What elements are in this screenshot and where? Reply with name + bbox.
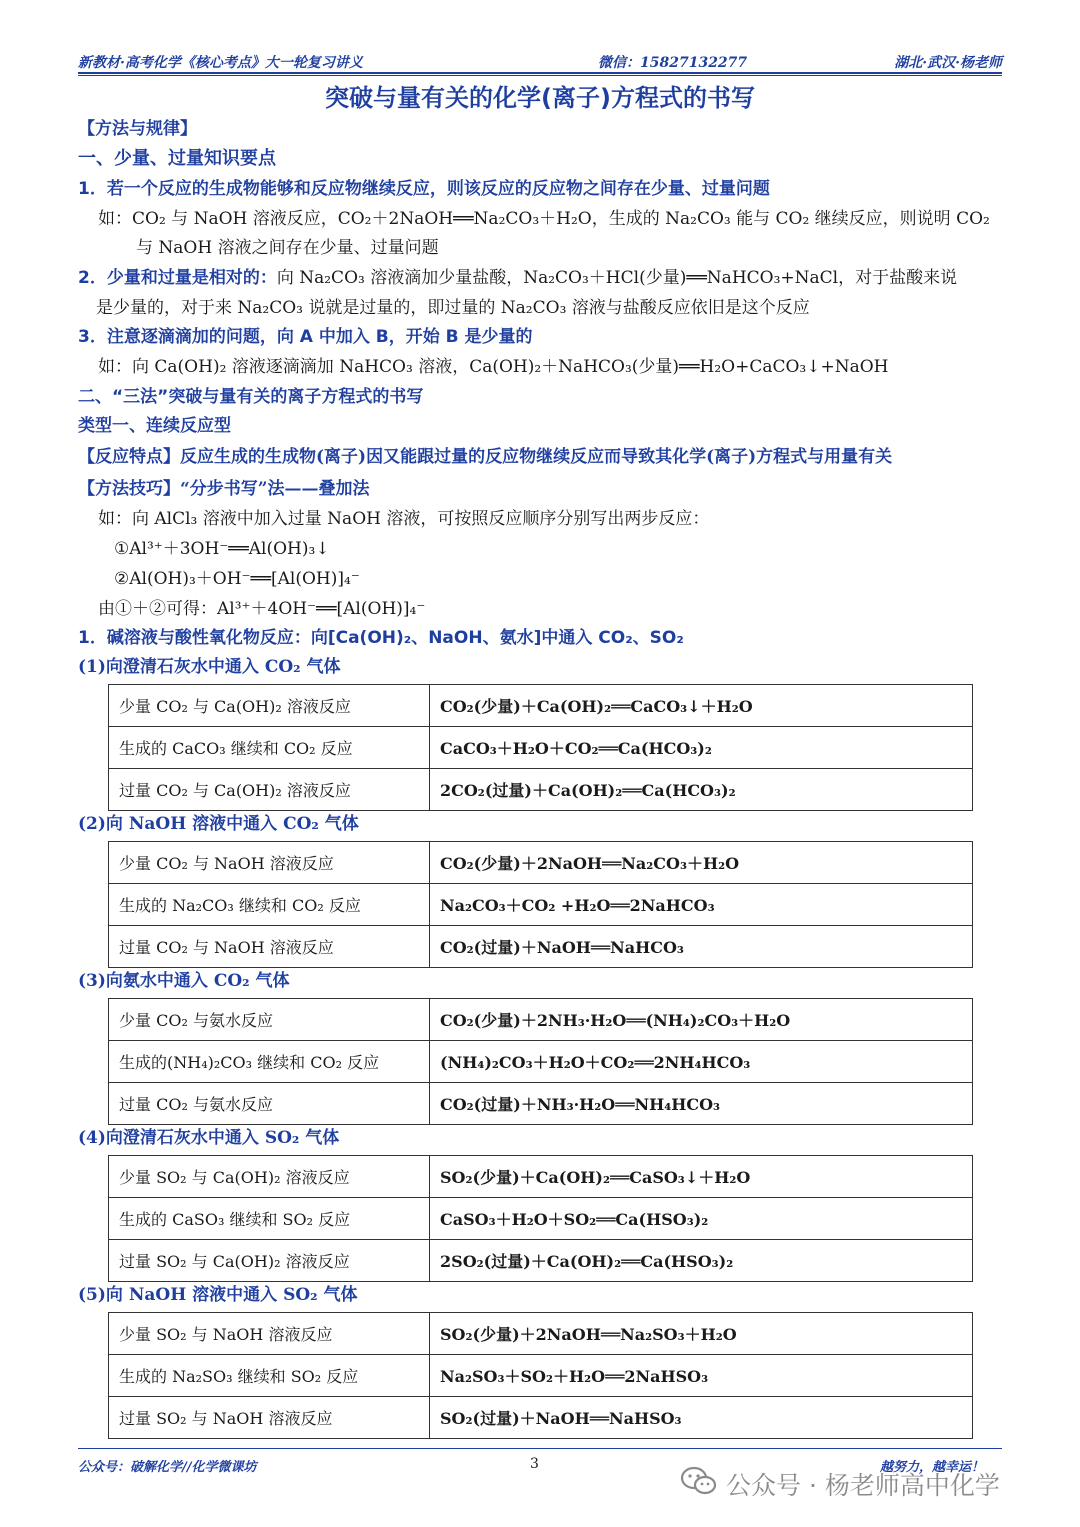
running-header [78, 52, 1002, 72]
reaction-table [108, 998, 973, 1125]
table-cell-condition: 生成的 CaSO₃ 继续和 SO₂ 反应 [109, 1198, 430, 1240]
footer-left: 公众号：破解化学//化学微课坊 [78, 1460, 257, 1475]
table-cell-condition: 少量 SO₂ 与 NaOH 溶液反应 [109, 1313, 430, 1355]
table-cell-condition: 生成的(NH₄)₂CO₃ 继续和 CO₂ 反应 [109, 1041, 430, 1083]
reaction-table [108, 684, 973, 811]
subsection-1-heading: 1．碱溶液与酸性氧化物反应：向[Ca(OH)₂、NaOH、氨水]中通入 CO₂、SO₂ [78, 628, 684, 648]
step-1-equation: ①Al³⁺＋3OH⁻══Al(OH)₃↓ [114, 539, 330, 559]
section-one-heading: 一、少量、过量知识要点 [78, 148, 276, 169]
table-row [109, 1198, 973, 1240]
type-one-heading: 类型一、连续反应型 [78, 416, 231, 436]
table-cell-equation: CO₂(少量)＋Ca(OH)₂══CaCO₃↓＋H₂O [430, 685, 973, 727]
section-two-heading: 二、“三法”突破与量有关的离子方程式的书写 [78, 387, 424, 407]
watermark-text: 公众号 · 杨老师高中化学 [726, 1471, 1000, 1500]
point-2-cont: 是少量的，对于来 Na₂CO₃ 说就是过量的，即过量的 Na₂CO₃ 溶液与盐酸反应依旧是这个反应 [96, 298, 810, 318]
table-cell-condition: 生成的 Na₂SO₃ 继续和 SO₂ 反应 [109, 1355, 430, 1397]
section-heading: (2)向 NaOH 溶液中通入 CO₂ 气体 [78, 814, 359, 834]
table-row [109, 1397, 973, 1439]
table-cell-equation: Na₂CO₃＋CO₂ +H₂O══2NaHCO₃ [430, 884, 973, 926]
table-row [109, 926, 973, 968]
table-cell-condition: 过量 CO₂ 与 Ca(OH)₂ 溶液反应 [109, 769, 430, 811]
watermark [680, 1466, 1000, 1502]
section-heading: (1)向澄清石灰水中通入 CO₂ 气体 [78, 657, 341, 677]
wechat-icon [680, 1466, 726, 1502]
point-2 [78, 267, 957, 289]
table-cell-equation: 2CO₂(过量)＋Ca(OH)₂══Ca(HCO₃)₂ [430, 769, 973, 811]
table-cell-equation: (NH₄)₂CO₃＋H₂O＋CO₂══2NH₄HCO₃ [430, 1041, 973, 1083]
reaction-feature: 【反应特点】反应生成的生成物(离子)因又能跟过量的反应物继续反应而导致其化学(离子)方程式与用量有关 [78, 447, 893, 467]
footer-rule [78, 1448, 1002, 1449]
reaction-table [108, 1312, 973, 1439]
table-cell-equation: CaSO₃＋H₂O＋SO₂══Ca(HSO₃)₂ [430, 1198, 973, 1240]
point-1: 1．若一个反应的生成物能够和反应物继续反应，则该反应的反应物之间存在少量、过量问题 [78, 179, 770, 199]
reaction-table [108, 1155, 973, 1282]
table-cell-condition: 生成的 Na₂CO₃ 继续和 CO₂ 反应 [109, 884, 430, 926]
table-cell-condition: 少量 SO₂ 与 Ca(OH)₂ 溶液反应 [109, 1156, 430, 1198]
table-row [109, 727, 973, 769]
point-2-text: 向 Na₂CO₃ 溶液滴加少量盐酸，Na₂CO₃＋HCl(少量)══NaHCO₃+NaCl，对于盐酸来说 [276, 268, 958, 288]
table-cell-equation: Na₂SO₃＋SO₂＋H₂O══2NaHSO₃ [430, 1355, 973, 1397]
alcl3-example: 如：向 AlCl₃ 溶液中加入过量 NaOH 溶液，可按照反应顺序分别写出两步反应： [98, 509, 710, 529]
table-cell-condition: 过量 SO₂ 与 NaOH 溶液反应 [109, 1397, 430, 1439]
table-cell-condition: 生成的 CaCO₃ 继续和 CO₂ 反应 [109, 727, 430, 769]
method-tip: 【方法技巧】“分步书写”法——叠加法 [78, 479, 370, 499]
point-3-example: 如：向 Ca(OH)₂ 溶液逐滴滴加 NaHCO₃ 溶液，Ca(OH)₂＋NaHCO₃(少量)══H₂O+CaCO₃↓+NaOH [98, 357, 889, 377]
table-row [109, 884, 973, 926]
table-cell-condition: 少量 CO₂ 与 NaOH 溶液反应 [109, 842, 430, 884]
table-cell-equation: SO₂(过量)＋NaOH══NaHSO₃ [430, 1397, 973, 1439]
point-3: 3．注意逐滴滴加的问题，向 A 中加入 B，开始 B 是少量的 [78, 327, 533, 347]
table-row [109, 685, 973, 727]
section-heading: (5)向 NaOH 溶液中通入 SO₂ 气体 [78, 1285, 358, 1305]
footer-right: 越努力，越幸运！ [880, 1460, 985, 1475]
point-1-example: 如：CO₂ 与 NaOH 溶液反应，CO₂＋2NaOH══Na₂CO₃＋H₂O，生成的 Na₂CO₃ 能与 CO₂ 继续反应，则说明 CO₂ [98, 209, 990, 229]
table-row [109, 1240, 973, 1282]
table-row [109, 1083, 973, 1125]
header-middle: 微信：15827132277 [598, 55, 748, 71]
table-row [109, 1041, 973, 1083]
point-2-label: 2．少量和过量是相对的： [78, 268, 277, 288]
table-cell-equation: CO₂(少量)＋2NH₃·H₂O══(NH₄)₂CO₃＋H₂O [430, 999, 973, 1041]
combined-equation: 由①＋②可得：Al³⁺＋4OH⁻══[Al(OH)]₄⁻ [98, 599, 426, 619]
section-heading: (4)向澄清石灰水中通入 SO₂ 气体 [78, 1128, 340, 1148]
table-cell-equation: CO₂(过量)＋NH₃·H₂O══NH₄HCO₃ [430, 1083, 973, 1125]
table-cell-equation: SO₂(少量)＋Ca(OH)₂══CaSO₃↓＋H₂O [430, 1156, 973, 1198]
step-2-equation: ②Al(OH)₃＋OH⁻══[Al(OH)]₄⁻ [114, 569, 360, 589]
table-row [109, 1355, 973, 1397]
table-cell-condition: 过量 SO₂ 与 Ca(OH)₂ 溶液反应 [109, 1240, 430, 1282]
header-rule-thin [78, 75, 1002, 76]
table-cell-equation: CO₂(少量)＋2NaOH══Na₂CO₃＋H₂O [430, 842, 973, 884]
table-cell-equation: SO₂(少量)＋2NaOH══Na₂SO₃＋H₂O [430, 1313, 973, 1355]
table-cell-equation: CaCO₃＋H₂O＋CO₂══Ca(HCO₃)₂ [430, 727, 973, 769]
point-1-example-cont: 与 NaOH 溶液之间存在少量、过量问题 [136, 238, 439, 258]
reaction-table [108, 841, 973, 968]
header-right: 湖北·武汉·杨老师 [894, 55, 1002, 71]
page-title: 突破与量有关的化学(离子)方程式的书写 [325, 84, 755, 112]
table-row [109, 999, 973, 1041]
table-row [109, 1156, 973, 1198]
header-rule [78, 72, 1002, 74]
page-number: 3 [530, 1456, 539, 1472]
table-cell-equation: 2SO₂(过量)＋Ca(OH)₂══Ca(HSO₃)₂ [430, 1240, 973, 1282]
section-heading: (3)向氨水中通入 CO₂ 气体 [78, 971, 290, 991]
header-left: 新教材·高考化学《核心考点》大一轮复习讲义 [78, 55, 363, 71]
table-cell-condition: 少量 CO₂ 与氨水反应 [109, 999, 430, 1041]
table-cell-condition: 少量 CO₂ 与 Ca(OH)₂ 溶液反应 [109, 685, 430, 727]
table-row [109, 842, 973, 884]
table-cell-condition: 过量 CO₂ 与 NaOH 溶液反应 [109, 926, 430, 968]
table-cell-condition: 过量 CO₂ 与氨水反应 [109, 1083, 430, 1125]
table-cell-equation: CO₂(过量)＋NaOH══NaHCO₃ [430, 926, 973, 968]
table-row [109, 769, 973, 811]
method-heading: 【方法与规律】 [78, 119, 197, 139]
table-row [109, 1313, 973, 1355]
